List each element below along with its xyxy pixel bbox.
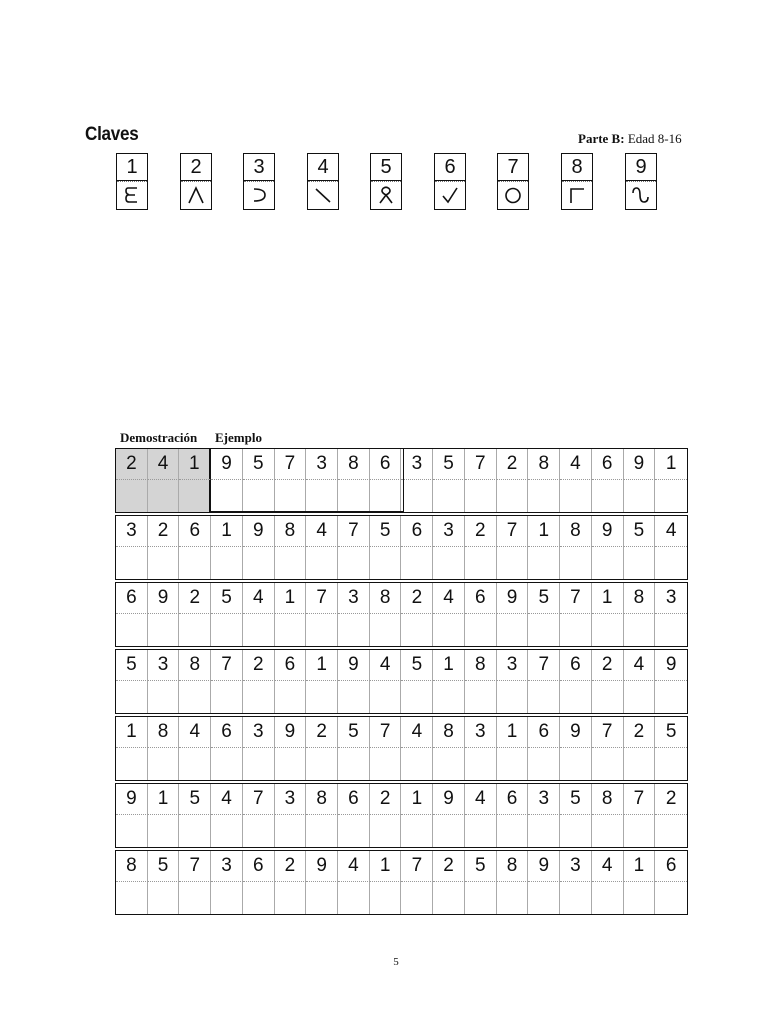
digit-cell: 8: [370, 583, 402, 614]
digit-cell: 3: [243, 717, 275, 748]
digit-cell: 9: [497, 583, 529, 614]
answer-cell[interactable]: [148, 614, 180, 646]
digit-cell: 7: [592, 717, 624, 748]
digit-cell: 1: [655, 449, 687, 480]
answer-cell[interactable]: [465, 882, 497, 914]
answer-cell[interactable]: [148, 748, 180, 780]
answer-cell[interactable]: [433, 681, 465, 713]
key-number: 4: [307, 153, 339, 181]
answer-cell[interactable]: [211, 681, 243, 713]
answer-cell[interactable]: [148, 547, 180, 579]
digit-cell: 3: [497, 650, 529, 681]
answer-cell[interactable]: [655, 748, 687, 780]
digit-cell: 9: [592, 516, 624, 547]
answer-cell[interactable]: [655, 480, 687, 512]
digit-cell: 3: [465, 717, 497, 748]
answer-cell[interactable]: [624, 547, 656, 579]
digit-cell: 9: [433, 784, 465, 815]
digit-cell: 1: [370, 851, 402, 882]
digit-cell: 2: [243, 650, 275, 681]
answer-cell[interactable]: [179, 748, 211, 780]
digit-cell: 9: [560, 717, 592, 748]
answer-cell[interactable]: [306, 547, 338, 579]
answer-cell[interactable]: [433, 614, 465, 646]
digit-cell: 3: [116, 516, 148, 547]
digit-cell: 6: [560, 650, 592, 681]
digit-cell: 5: [243, 449, 275, 480]
answer-cell[interactable]: [243, 547, 275, 579]
answer-cell[interactable]: [148, 681, 180, 713]
answer-cell[interactable]: [338, 748, 370, 780]
digit-cell: 7: [528, 650, 560, 681]
answer-cell[interactable]: [148, 815, 180, 847]
answer-cell[interactable]: [211, 882, 243, 914]
answer-cell[interactable]: [592, 681, 624, 713]
answer-cell[interactable]: [116, 748, 148, 780]
digit-cell: 6: [243, 851, 275, 882]
key-item-1: [116, 153, 148, 212]
answer-cell[interactable]: [528, 882, 560, 914]
digit-cell: 2: [275, 851, 307, 882]
digit-cell: 5: [560, 784, 592, 815]
digit-cell: 4: [655, 516, 687, 547]
answer-cell[interactable]: [433, 748, 465, 780]
digit-cell: 8: [528, 449, 560, 480]
answer-cell[interactable]: [338, 547, 370, 579]
digit-cell: 4: [592, 851, 624, 882]
answer-cell[interactable]: [179, 681, 211, 713]
answer-cell[interactable]: [401, 480, 433, 512]
answer-cell[interactable]: [148, 480, 180, 512]
digit-cell: 1: [528, 516, 560, 547]
ribbon-symbol-icon: [375, 184, 397, 206]
item-row: [115, 716, 688, 781]
digit-cell: 5: [655, 717, 687, 748]
answer-cell[interactable]: [465, 547, 497, 579]
answer-cell[interactable]: [624, 614, 656, 646]
answer-cell[interactable]: [401, 748, 433, 780]
answer-cell[interactable]: [179, 480, 211, 512]
digit-cell: 4: [148, 449, 180, 480]
item-row: [115, 448, 688, 513]
answer-cell[interactable]: [211, 480, 243, 512]
digit-cell: 7: [401, 851, 433, 882]
digit-cell: 4: [243, 583, 275, 614]
digit-cell: 2: [401, 583, 433, 614]
answer-cell[interactable]: [592, 480, 624, 512]
digit-cell: 8: [148, 717, 180, 748]
digit-cell: 1: [624, 851, 656, 882]
answer-cell[interactable]: [211, 748, 243, 780]
digit-cell: 7: [370, 717, 402, 748]
answer-cell[interactable]: [433, 480, 465, 512]
answer-cell[interactable]: [211, 547, 243, 579]
answer-cell[interactable]: [560, 815, 592, 847]
digit-cell: 2: [148, 516, 180, 547]
digit-cell: 1: [401, 784, 433, 815]
answer-cell[interactable]: [624, 815, 656, 847]
answer-cell[interactable]: [370, 748, 402, 780]
digit-cell: 7: [275, 449, 307, 480]
digit-cell: 6: [338, 784, 370, 815]
digit-cell: 6: [370, 449, 402, 480]
digit-cell: 6: [401, 516, 433, 547]
answer-cell[interactable]: [655, 882, 687, 914]
answer-cell[interactable]: [116, 480, 148, 512]
caret-symbol-icon: [185, 184, 207, 206]
answer-cell[interactable]: [211, 815, 243, 847]
answer-cell[interactable]: [306, 681, 338, 713]
digit-cell: 5: [179, 784, 211, 815]
answer-cell[interactable]: [306, 882, 338, 914]
answer-cell[interactable]: [306, 480, 338, 512]
digit-cell: 8: [560, 516, 592, 547]
item-row: [115, 783, 688, 848]
digit-cell: 7: [338, 516, 370, 547]
digit-cell: 2: [624, 717, 656, 748]
answer-cell[interactable]: [306, 748, 338, 780]
answer-cell[interactable]: [497, 547, 529, 579]
digit-cell: 2: [592, 650, 624, 681]
answer-cell[interactable]: [465, 748, 497, 780]
answer-cell[interactable]: [401, 614, 433, 646]
digit-cell: 4: [560, 449, 592, 480]
answer-cell[interactable]: [243, 815, 275, 847]
answer-cell[interactable]: [497, 681, 529, 713]
answer-cell[interactable]: [465, 480, 497, 512]
answer-cell[interactable]: [592, 547, 624, 579]
answer-cell[interactable]: [338, 614, 370, 646]
answer-cell[interactable]: [465, 681, 497, 713]
digit-cell: 4: [433, 583, 465, 614]
digit-cell: 2: [655, 784, 687, 815]
key-item-2: [180, 153, 212, 212]
answer-cell[interactable]: [275, 614, 307, 646]
key-number: 2: [180, 153, 212, 181]
answer-cell[interactable]: [306, 614, 338, 646]
backslash-symbol-icon: [312, 184, 334, 206]
digit-cell: 9: [655, 650, 687, 681]
answer-cell[interactable]: [275, 748, 307, 780]
digit-cell: 6: [497, 784, 529, 815]
answer-cell[interactable]: [179, 614, 211, 646]
answer-cell[interactable]: [624, 681, 656, 713]
digit-cell: 8: [275, 516, 307, 547]
digit-cell: 5: [338, 717, 370, 748]
digit-cell: 9: [306, 851, 338, 882]
digit-cell: 5: [465, 851, 497, 882]
digit-cell: 5: [624, 516, 656, 547]
answer-cell[interactable]: [275, 547, 307, 579]
digit-cell: 1: [497, 717, 529, 748]
digit-cell: 6: [592, 449, 624, 480]
digit-cell: 3: [275, 784, 307, 815]
digit-cell: 8: [338, 449, 370, 480]
answer-cell[interactable]: [275, 681, 307, 713]
digit-cell: 6: [528, 717, 560, 748]
answer-cell[interactable]: [560, 882, 592, 914]
answer-cell[interactable]: [528, 480, 560, 512]
answer-cell[interactable]: [528, 681, 560, 713]
digit-cell: 8: [592, 784, 624, 815]
digit-cell: 7: [624, 784, 656, 815]
digit-cell: 4: [338, 851, 370, 882]
answer-cell[interactable]: [528, 815, 560, 847]
digit-cell: 3: [148, 650, 180, 681]
answer-cell[interactable]: [592, 815, 624, 847]
key-item-5: [370, 153, 402, 212]
digit-cell: 9: [243, 516, 275, 547]
part-label: [578, 131, 682, 147]
answer-cell[interactable]: [433, 547, 465, 579]
answer-cell[interactable]: [592, 614, 624, 646]
digit-cell: 9: [528, 851, 560, 882]
key-number: 9: [625, 153, 657, 181]
digit-cell: 8: [465, 650, 497, 681]
answer-cell[interactable]: [370, 547, 402, 579]
digit-cell: 8: [433, 717, 465, 748]
answer-cell[interactable]: [401, 681, 433, 713]
key-item-3: [243, 153, 275, 212]
key-number: 1: [116, 153, 148, 181]
key-number: 3: [243, 153, 275, 181]
digit-cell: 8: [116, 851, 148, 882]
answer-cell[interactable]: [497, 882, 529, 914]
answer-cell[interactable]: [560, 614, 592, 646]
answer-cell[interactable]: [275, 480, 307, 512]
answer-cell[interactable]: [338, 815, 370, 847]
digit-cell: 2: [497, 449, 529, 480]
digit-cell: 1: [275, 583, 307, 614]
answer-cell[interactable]: [370, 882, 402, 914]
answer-cell[interactable]: [655, 681, 687, 713]
digit-cell: 4: [465, 784, 497, 815]
digit-cell: 1: [211, 516, 243, 547]
answer-cell[interactable]: [243, 681, 275, 713]
answer-cell[interactable]: [275, 815, 307, 847]
page-number: 5: [393, 956, 399, 968]
digit-cell: 9: [211, 449, 243, 480]
corner-symbol-icon: [566, 184, 588, 206]
digit-cell: 8: [306, 784, 338, 815]
digit-cell: 5: [148, 851, 180, 882]
key-number: 5: [370, 153, 402, 181]
digit-cell: 6: [116, 583, 148, 614]
digit-cell: 8: [497, 851, 529, 882]
epsilon-symbol-icon: [121, 184, 143, 206]
answer-cell[interactable]: [528, 748, 560, 780]
key-item-4: [307, 153, 339, 212]
answer-cell[interactable]: [243, 614, 275, 646]
digit-cell: 1: [148, 784, 180, 815]
answer-cell[interactable]: [624, 882, 656, 914]
answer-cell[interactable]: [243, 882, 275, 914]
answer-cell[interactable]: [655, 547, 687, 579]
answer-cell[interactable]: [433, 882, 465, 914]
digit-cell: 9: [338, 650, 370, 681]
answer-cell[interactable]: [528, 614, 560, 646]
digit-cell: 2: [306, 717, 338, 748]
digit-cell: 3: [338, 583, 370, 614]
digit-cell: 4: [624, 650, 656, 681]
answer-cell[interactable]: [465, 815, 497, 847]
answer-cell[interactable]: [624, 748, 656, 780]
answer-cell[interactable]: [528, 547, 560, 579]
key-item-7: [497, 153, 529, 212]
digit-cell: 2: [116, 449, 148, 480]
part-name: Parte B:: [578, 131, 625, 146]
answer-cell[interactable]: [116, 681, 148, 713]
digit-cell: 5: [211, 583, 243, 614]
answer-cell[interactable]: [592, 882, 624, 914]
digit-cell: 3: [560, 851, 592, 882]
answer-cell[interactable]: [497, 748, 529, 780]
answer-cell[interactable]: [401, 815, 433, 847]
answer-cell[interactable]: [370, 681, 402, 713]
digit-cell: 7: [211, 650, 243, 681]
answer-cell[interactable]: [497, 614, 529, 646]
answer-cell[interactable]: [211, 614, 243, 646]
digit-cell: 3: [401, 449, 433, 480]
digit-cell: 4: [306, 516, 338, 547]
answer-cell[interactable]: [560, 480, 592, 512]
digit-cell: 6: [211, 717, 243, 748]
digit-cell: 3: [655, 583, 687, 614]
key-item-6: [434, 153, 466, 212]
digit-cell: 1: [306, 650, 338, 681]
answer-cell[interactable]: [243, 480, 275, 512]
answer-cell[interactable]: [338, 480, 370, 512]
item-row: [115, 515, 688, 580]
reverse-c-symbol-icon: [248, 184, 270, 206]
digit-cell: 9: [116, 784, 148, 815]
digit-cell: 1: [592, 583, 624, 614]
digit-cell: 3: [433, 516, 465, 547]
answer-cell[interactable]: [370, 815, 402, 847]
digit-cell: 8: [624, 583, 656, 614]
answer-cell[interactable]: [338, 882, 370, 914]
digit-cell: 3: [306, 449, 338, 480]
digit-cell: 6: [655, 851, 687, 882]
digit-cell: 1: [116, 717, 148, 748]
digit-cell: 9: [624, 449, 656, 480]
digit-cell: 3: [528, 784, 560, 815]
demo-label: Demostración: [120, 430, 198, 445]
digit-cell: 5: [401, 650, 433, 681]
checkmark-symbol-icon: [439, 184, 461, 206]
answer-cell[interactable]: [560, 748, 592, 780]
answer-cell[interactable]: [433, 815, 465, 847]
answer-cell[interactable]: [560, 547, 592, 579]
digit-cell: 9: [275, 717, 307, 748]
example-label: Ejemplo: [215, 430, 262, 445]
item-row: [115, 582, 688, 647]
answer-cell[interactable]: [655, 614, 687, 646]
answer-cell[interactable]: [497, 815, 529, 847]
key-item-8: [561, 153, 593, 212]
digit-cell: 5: [528, 583, 560, 614]
key-number: 7: [497, 153, 529, 181]
answer-cell[interactable]: [275, 882, 307, 914]
answer-cell[interactable]: [243, 748, 275, 780]
item-row: [115, 850, 688, 915]
circle-symbol-icon: [502, 184, 524, 206]
answer-cell[interactable]: [401, 882, 433, 914]
answer-cell[interactable]: [116, 882, 148, 914]
item-row: [115, 649, 688, 714]
digit-cell: 7: [179, 851, 211, 882]
answer-cell[interactable]: [465, 614, 497, 646]
key-number: 8: [561, 153, 593, 181]
digit-cell: 4: [179, 717, 211, 748]
key-number: 6: [434, 153, 466, 181]
answer-cell[interactable]: [179, 882, 211, 914]
answer-cell[interactable]: [306, 815, 338, 847]
digit-cell: 7: [560, 583, 592, 614]
answer-cell[interactable]: [370, 480, 402, 512]
answer-cell[interactable]: [497, 480, 529, 512]
digit-cell: 2: [370, 784, 402, 815]
digit-cell: 6: [465, 583, 497, 614]
digit-cell: 7: [243, 784, 275, 815]
key-item-9: [625, 153, 657, 212]
digit-cell: 4: [370, 650, 402, 681]
answer-cell[interactable]: [148, 882, 180, 914]
digit-cell: 1: [179, 449, 211, 480]
answer-cell[interactable]: [401, 547, 433, 579]
digit-cell: 7: [465, 449, 497, 480]
digit-cell: 2: [179, 583, 211, 614]
digit-cell: 2: [433, 851, 465, 882]
answer-cell[interactable]: [338, 681, 370, 713]
digit-cell: 7: [497, 516, 529, 547]
digit-cell: 4: [211, 784, 243, 815]
answer-cell[interactable]: [560, 681, 592, 713]
answer-cell[interactable]: [179, 547, 211, 579]
digit-cell: 6: [179, 516, 211, 547]
answer-cell[interactable]: [655, 815, 687, 847]
age-range: Edad 8-16: [627, 131, 682, 146]
digit-cell: 7: [306, 583, 338, 614]
digit-cell: 2: [465, 516, 497, 547]
digit-cell: 5: [116, 650, 148, 681]
answer-cell[interactable]: [179, 815, 211, 847]
digit-cell: 8: [179, 650, 211, 681]
answer-cell[interactable]: [624, 480, 656, 512]
digit-cell: 5: [370, 516, 402, 547]
digit-cell: 5: [433, 449, 465, 480]
digit-cell: 6: [275, 650, 307, 681]
tilde-symbol-icon: [630, 184, 652, 206]
answer-cell[interactable]: [116, 815, 148, 847]
digit-cell: 3: [211, 851, 243, 882]
answer-cell[interactable]: [370, 614, 402, 646]
answer-cell[interactable]: [116, 547, 148, 579]
digit-cell: 9: [148, 583, 180, 614]
digit-cell: 4: [401, 717, 433, 748]
answer-cell[interactable]: [592, 748, 624, 780]
page-title: Claves: [85, 124, 139, 145]
digit-cell: 1: [433, 650, 465, 681]
answer-cell[interactable]: [116, 614, 148, 646]
